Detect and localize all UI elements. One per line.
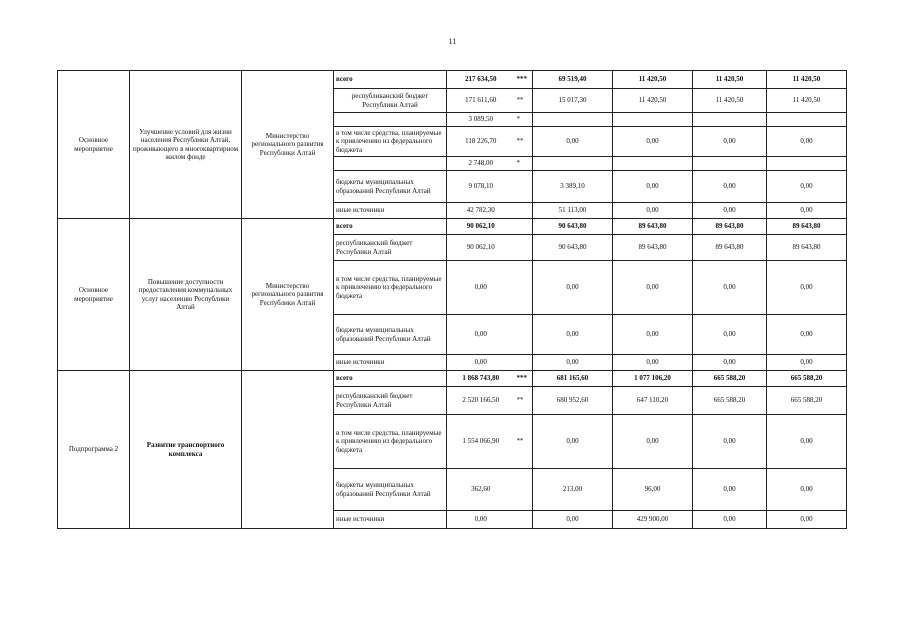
amount-cell: 1 554 066,90	[447, 415, 515, 469]
executor-cell: Министерство регионального развития Республики Алтай	[242, 219, 334, 371]
mark-cell: **	[515, 127, 533, 157]
source-municipal: бюджеты муниципальных образований Республики Алтай	[334, 315, 447, 355]
mark-cell: *	[515, 113, 533, 127]
executor-cell: Министерство регионального развития Республики Алтай	[242, 71, 334, 219]
value-cell: 0,00	[693, 355, 767, 371]
value-cell	[693, 157, 767, 171]
value-cell: 0,00	[613, 415, 693, 469]
source-total: всего	[334, 219, 447, 235]
value-cell: 0,00	[613, 355, 693, 371]
value-cell	[767, 113, 847, 127]
value-cell: 0,00	[767, 171, 847, 203]
amount-cell: 0,00	[447, 511, 515, 529]
source-municipal: бюджеты муниципальных образований Республики Алтай	[334, 469, 447, 511]
source-federal: в том числе средства, планируемые к привлечению из федерального бюджета	[334, 127, 447, 157]
value-cell: 96,00	[613, 469, 693, 511]
value-cell: 0,00	[613, 127, 693, 157]
amount-cell: 2 520 166,50	[447, 387, 515, 415]
source-blank	[334, 113, 447, 127]
source-republic: республиканский бюджет Республики Алтай	[334, 89, 447, 113]
value-cell: 0,00	[533, 261, 613, 315]
value-cell: 69 519,40	[533, 71, 613, 89]
mark-cell	[515, 469, 533, 511]
row-type-cell: Основное мероприятие	[58, 219, 130, 371]
source-republic: республиканский бюджет Республики Алтай	[334, 235, 447, 261]
value-cell: 11 420,50	[693, 89, 767, 113]
value-cell: 0,00	[693, 415, 767, 469]
value-cell	[693, 113, 767, 127]
value-cell: 213,00	[533, 469, 613, 511]
value-cell: 0,00	[613, 315, 693, 355]
value-cell: 89 643,80	[693, 235, 767, 261]
source-republic: республиканский бюджет Республики Алтай	[334, 387, 447, 415]
value-cell: 0,00	[693, 261, 767, 315]
value-cell: 665 588,20	[767, 387, 847, 415]
source-other: иные источники	[334, 355, 447, 371]
value-cell: 1 077 106,20	[613, 371, 693, 387]
value-cell	[767, 157, 847, 171]
amount-cell: 0,00	[447, 315, 515, 355]
value-cell: 0,00	[767, 511, 847, 529]
value-cell	[613, 157, 693, 171]
amount-cell: 0,00	[447, 355, 515, 371]
measure-name-cell: Повышение доступности предоставления коммунальных услуг населению Республики Алтай	[130, 219, 242, 371]
row-type-cell: Основное мероприятие	[58, 71, 130, 219]
amount-cell: 171 611,60	[447, 89, 515, 113]
value-cell: 11 420,50	[613, 71, 693, 89]
value-cell: 0,00	[767, 127, 847, 157]
source-municipal: бюджеты муниципальных образований Республики Алтай	[334, 171, 447, 203]
amount-cell: 90 062,10	[447, 219, 515, 235]
value-cell: 647 110,20	[613, 387, 693, 415]
mark-cell	[515, 203, 533, 219]
row-type-cell: Подпрограмма 2	[58, 371, 130, 529]
value-cell: 0,00	[613, 171, 693, 203]
value-cell: 0,00	[613, 261, 693, 315]
source-total: всего	[334, 371, 447, 387]
value-cell: 0,00	[693, 171, 767, 203]
mark-cell	[515, 355, 533, 371]
value-cell: 89 643,80	[767, 235, 847, 261]
mark-cell: ***	[515, 371, 533, 387]
value-cell: 0,00	[693, 315, 767, 355]
mark-cell: **	[515, 415, 533, 469]
value-cell: 680 952,60	[533, 387, 613, 415]
mark-cell	[515, 171, 533, 203]
source-other: иные источники	[334, 203, 447, 219]
measure-name-cell: Улучшение условий для жизни населения Республики Алтай, проживающего в многоквартирном жилом фонде	[130, 71, 242, 219]
value-cell: 89 643,80	[613, 235, 693, 261]
value-cell: 0,00	[533, 315, 613, 355]
mark-cell	[515, 235, 533, 261]
value-cell: 3 389,10	[533, 171, 613, 203]
value-cell: 11 420,50	[767, 89, 847, 113]
mark-cell: **	[515, 89, 533, 113]
source-federal: в том числе средства, планируемые к привлечению из федерального бюджета	[334, 261, 447, 315]
amount-cell: 2 748,00	[447, 157, 515, 171]
value-cell: 89 643,80	[767, 219, 847, 235]
page-number: 11	[448, 37, 457, 46]
value-cell: 0,00	[533, 127, 613, 157]
value-cell: 11 420,50	[767, 71, 847, 89]
amount-cell: 362,60	[447, 469, 515, 511]
value-cell: 0,00	[767, 203, 847, 219]
value-cell: 11 420,50	[693, 71, 767, 89]
mark-cell: **	[515, 387, 533, 415]
value-cell: 0,00	[767, 315, 847, 355]
value-cell: 15 017,30	[533, 89, 613, 113]
value-cell: 0,00	[533, 355, 613, 371]
value-cell: 0,00	[613, 203, 693, 219]
value-cell	[533, 157, 613, 171]
mark-cell	[515, 511, 533, 529]
value-cell: 89 643,80	[613, 219, 693, 235]
value-cell: 429 900,00	[613, 511, 693, 529]
amount-cell: 0,00	[447, 261, 515, 315]
value-cell: 0,00	[767, 415, 847, 469]
value-cell: 0,00	[767, 469, 847, 511]
value-cell: 0,00	[533, 511, 613, 529]
value-cell	[613, 113, 693, 127]
mark-cell	[515, 219, 533, 235]
value-cell: 681 165,60	[533, 371, 613, 387]
executor-cell	[242, 371, 334, 529]
table-row	[58, 371, 847, 387]
amount-cell: 217 634,50	[447, 71, 515, 89]
value-cell: 0,00	[767, 355, 847, 371]
source-federal: в том числе средства, планируемые к привлечению из федерального бюджета	[334, 415, 447, 469]
value-cell: 11 420,50	[613, 89, 693, 113]
source-total: всего	[334, 71, 447, 89]
value-cell: 90 643,80	[533, 235, 613, 261]
value-cell: 51 113,00	[533, 203, 613, 219]
amount-cell: 1 868 743,80	[447, 371, 515, 387]
table-row	[58, 71, 847, 89]
value-cell: 0,00	[693, 511, 767, 529]
source-blank	[334, 157, 447, 171]
source-other: иные источники	[334, 511, 447, 529]
amount-cell: 9 078,10	[447, 171, 515, 203]
mark-cell: ***	[515, 71, 533, 89]
amount-cell: 90 062,10	[447, 235, 515, 261]
mark-cell	[515, 261, 533, 315]
budget-table	[57, 70, 847, 529]
amount-cell: 42 782,30	[447, 203, 515, 219]
value-cell: 665 588,20	[693, 371, 767, 387]
value-cell: 90 643,80	[533, 219, 613, 235]
amount-cell: 118 226,70	[447, 127, 515, 157]
value-cell: 0,00	[693, 203, 767, 219]
value-cell: 0,00	[693, 127, 767, 157]
value-cell: 0,00	[767, 261, 847, 315]
table-row	[58, 219, 847, 235]
mark-cell: *	[515, 157, 533, 171]
value-cell: 665 588,20	[767, 371, 847, 387]
value-cell: 665 588,20	[693, 387, 767, 415]
amount-cell: 3 089,50	[447, 113, 515, 127]
value-cell: 0,00	[533, 415, 613, 469]
measure-name-cell: Развитие транспортного комплекса	[130, 371, 242, 529]
mark-cell	[515, 315, 533, 355]
value-cell	[533, 113, 613, 127]
value-cell: 0,00	[693, 469, 767, 511]
value-cell: 89 643,80	[693, 219, 767, 235]
